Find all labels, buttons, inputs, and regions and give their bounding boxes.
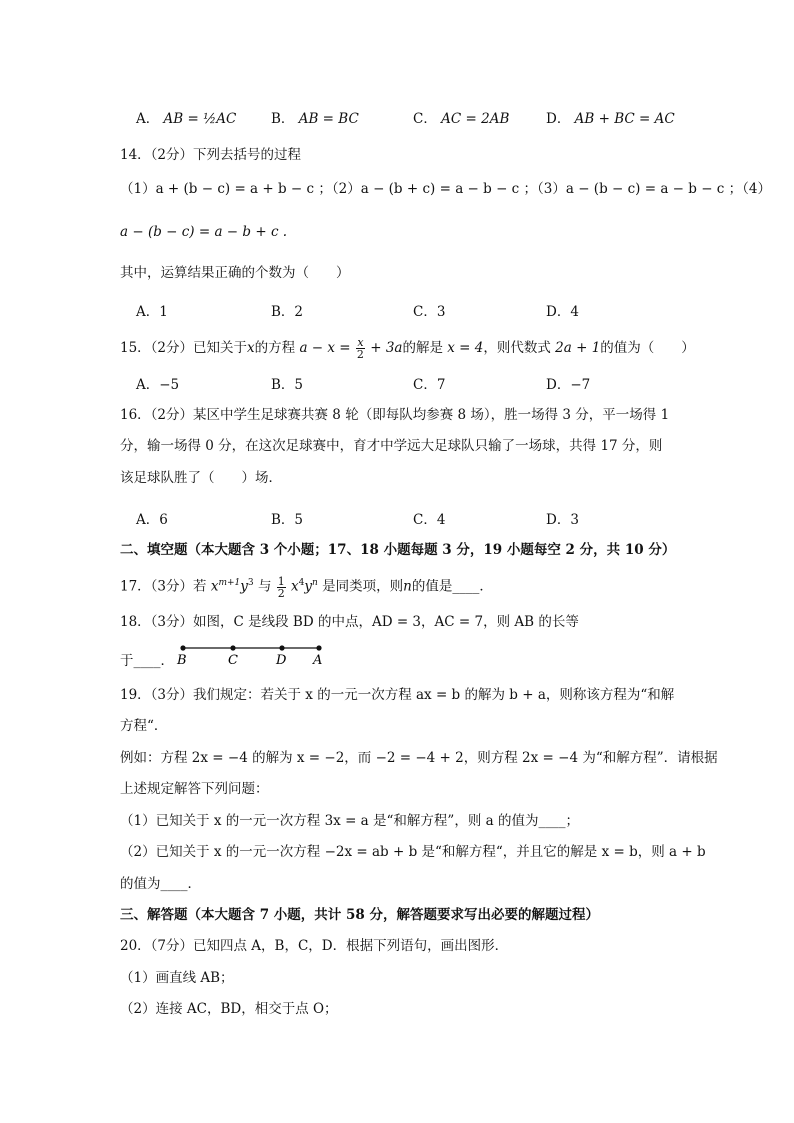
point-b-dot bbox=[180, 645, 185, 650]
q16-line1: 16．（2分）某区中学生足球赛共赛 8 轮（即每队均参赛 8 场），胜一场得 3 分，平一场得 1 bbox=[120, 407, 670, 423]
q16-option-d[interactable]: D．3 bbox=[546, 512, 579, 528]
q15-fraction: $\frac{x}{2}$ bbox=[356, 336, 364, 361]
point-c-label: C bbox=[228, 653, 238, 668]
q19-line5: （1）已知关于 x 的一元一次方程 3x = a 是“和解方程”，则 a 的值为____； bbox=[120, 813, 579, 829]
q14-option-c[interactable]: C．3 bbox=[413, 304, 446, 320]
q19-line6: （2）已知关于 x 的一元一次方程 −2x = ab + b 是“和解方程“，并且它的解是 x = b，则 a + b bbox=[120, 844, 706, 860]
point-b-label: B bbox=[177, 653, 187, 668]
section2-title: 二、填空题（本大题含 3 个小题；17、18 小题每题 3 分，19 小题每空 2 分，共 10 分） bbox=[120, 542, 676, 558]
q19-line3: 例如：方程 2x = −4 的解为 x = −2，而 −2 = −4 + 2，则方程 2x = −4 为“和解方程”．请根据 bbox=[120, 750, 718, 766]
q15-option-c[interactable]: C．7 bbox=[413, 377, 446, 393]
q18-line1: 18．（3分）如图，C 是线段 BD 的中点，AD = 3，AC = 7，则 AB 的长等 bbox=[120, 614, 579, 630]
q19-line1: 19．（3分）我们规定：若关于 x 的一元一次方程 ax = b 的解为 b + a，则称该方程为“和解 bbox=[120, 687, 675, 703]
q16-options bbox=[136, 508, 716, 528]
q18-line2: 于____． bbox=[120, 653, 174, 669]
q16-option-b[interactable]: B．5 bbox=[271, 512, 304, 528]
point-d-dot bbox=[279, 645, 284, 650]
q13-option-a-expr: AB = ½AC bbox=[163, 111, 237, 127]
q13-option-a[interactable]: A． AB = ½AC bbox=[136, 111, 237, 127]
q19-line7: 的值为____． bbox=[120, 876, 201, 892]
q13-option-b[interactable]: B． AB = BC bbox=[271, 111, 359, 127]
q16-line2: 分，输一场得 0 分，在这次足球赛中，育才中学远大足球队只输了一场球，共得 17 分，则 bbox=[120, 438, 663, 454]
q15-stem: 15．（2分）已知关于x的方程 a − x = $\frac{x}{2}$ + 3a的解是 x = 4，则代数式 2a + 1的值为（ ） bbox=[120, 336, 695, 361]
q14-options bbox=[136, 300, 716, 320]
q15-option-a[interactable]: A．−5 bbox=[136, 377, 180, 393]
q13-options bbox=[136, 107, 716, 127]
q16-option-c[interactable]: C．4 bbox=[413, 512, 446, 528]
q20-line1: 20．（7分）已知四点 A，B，C，D．根据下列语句，画出图形． bbox=[120, 938, 509, 954]
q13-option-c[interactable]: C． AC = 2AB bbox=[413, 111, 510, 127]
section3-title: 三、解答题（本大题含 7 小题，共计 58 分，解答题要求写出必要的解题过程） bbox=[120, 907, 599, 923]
q14-item4: a − (b − c) = a − b + c . bbox=[120, 224, 288, 240]
q15-option-d[interactable]: D．−7 bbox=[546, 377, 591, 393]
q20-line3: （2）连接 AC，BD，相交于点 O； bbox=[120, 1001, 338, 1017]
q19-line4: 上述规定解答下列问题： bbox=[120, 781, 269, 797]
q17-stem: 17．（3分）若 $x^{m+1}y^3$ 与 $\frac{1}{2}$ $x^4y^n$ 是同类项，则n的值是____． bbox=[120, 574, 493, 600]
point-c-dot bbox=[230, 645, 235, 650]
q19-line2: 方程“． bbox=[120, 718, 168, 734]
point-a-label: A bbox=[313, 653, 323, 668]
q14-option-a[interactable]: A．1 bbox=[136, 304, 168, 320]
point-a-dot bbox=[316, 645, 321, 650]
q15-options bbox=[136, 373, 716, 393]
q14-items: （1）a + (b − c) = a + b − c ；（2）a − (b + c) = a − b − c ；（3）a − (b − c) = a − b − c ；（4） bbox=[120, 181, 771, 197]
point-d-label: D bbox=[276, 653, 287, 668]
q13-option-d[interactable]: D． AB + BC = AC bbox=[546, 111, 675, 127]
q17-fraction: $\frac{1}{2}$ bbox=[277, 574, 285, 600]
q18-segment-figure bbox=[172, 640, 332, 672]
q15-option-b[interactable]: B．5 bbox=[271, 377, 304, 393]
q16-line3: 该足球队胜了（ ）场． bbox=[120, 470, 282, 486]
q14-option-b[interactable]: B．2 bbox=[271, 304, 304, 320]
q14-stem: 14．（2分）下列去括号的过程 bbox=[120, 147, 302, 163]
q14-option-d[interactable]: D．4 bbox=[546, 304, 579, 320]
q20-line2: （1）画直线 AB； bbox=[120, 970, 234, 986]
q14-question: 其中，运算结果正确的个数为（ ） bbox=[120, 265, 350, 281]
q16-option-a[interactable]: A．6 bbox=[136, 512, 168, 528]
